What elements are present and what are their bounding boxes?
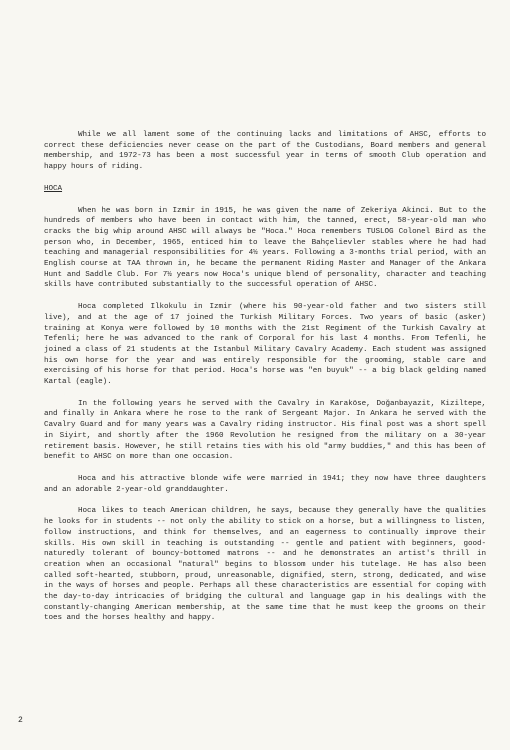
paragraph-service: In the following years he served with the Cavalry in Karaköse, Doğanbayazit, Kiziltepe, and finally in Ankara where he rose to the rank of Sergeant Major. In Ankara he served with the Cavalry Guard and for many years was a Cavalry riding instructor. His final post was a short spell in Siyirt, and shortly after the 1960 Revolution he resigned from the military on a 30-year retirement basis. However, he still retains ties with his old "army buddies," and this has been of benefit to AHSC on more than one occasion. (44, 399, 486, 462)
paragraph-family: Hoca and his attractive blonde wife were married in 1941; they now have three daughters and an adorable 2-year-old granddaughter. (44, 474, 486, 494)
page-number: 2 (18, 716, 23, 725)
paragraph-birth: When he was born in Izmir in 1915, he was given the name of Zekeriya Akinci. But to the hundreds of members who have been in contact with him, the tanned, erect, 58-year-old man who cracks the big whip around AHSC will always be "Hoca." Hoca remembers TUSLOG Colonel Bird as the person who, in December, 1965, enticed him to leave the Bahçelievler stables where he had had teaching and managerial responsibilities for 4½ years. Following a 3-months trial period, with an English course at TAA thrown in, he became the permanent Riding Master and Manager of the Ankara Hunt and Saddle Club. For 7½ years now Hoca's unique blend of personality, character and teaching skills have contributed substantially to the successful operation of AHSC. (44, 206, 486, 290)
paragraph-teaching: Hoca likes to teach American children, he says, because they generally have the qualities he looks for in students -- not only the ability to stick on a horse, but a willingness to listen, follow instructions, and think for themselves, and an eagerness to continually improve their skills. His own skill in teaching is outstanding -- gentle and patient with beginners, good-naturedly tolerant of bouncy-bottomed matrons -- and he demonstrates an artist's thrill in creation when an occasional "natural" begins to blossom under his tutelage. He has also been called soft-hearted, stubborn, proud, unreasonable, dignified, stern, strong, dedicated, and wise in the ways of horses and people. Perhaps all these characteristics are essential for coping with the day-to-day intricacies of bridging the cultural and language gap in his dealings with the constantly-changing American membership, at the same time that he must keep the grooms on their toes and the horses healthy and happy. (44, 507, 486, 623)
intro-paragraph: While we all lament some of the continuing lacks and limitations of AHSC, efforts to correct these deficiencies never cease on the part of the Custodians, Board members and general membership, and 1972-73 has been a most successful year in terms of smooth Club operation and happy hours of riding. (44, 131, 486, 172)
document-body (44, 130, 486, 635)
paragraph-military: Hoca completed Ilkokulu in Izmir (where his 90-year-old father and two sisters still live), and at the age of 17 joined the Turkish Military Forces. Two years of basic (asker) training at Konya were followed by 10 months with the 21st Regiment of the Turkish Cavalry at Tefenli; here he was advanced to the rank of Corporal for his last 4 months. From Tefenli, he joined a class of 21 students at the Istanbul Military Cavalry Academy. Each student was assigned his own horse for the year and was entirely responsible for the grooming, stable care and exercising of his horse for that period. Hoca's horse was "en buyuk" -- a big black gelding named Kartal (eagle). (44, 303, 486, 387)
section-heading: HOCA (44, 184, 63, 193)
